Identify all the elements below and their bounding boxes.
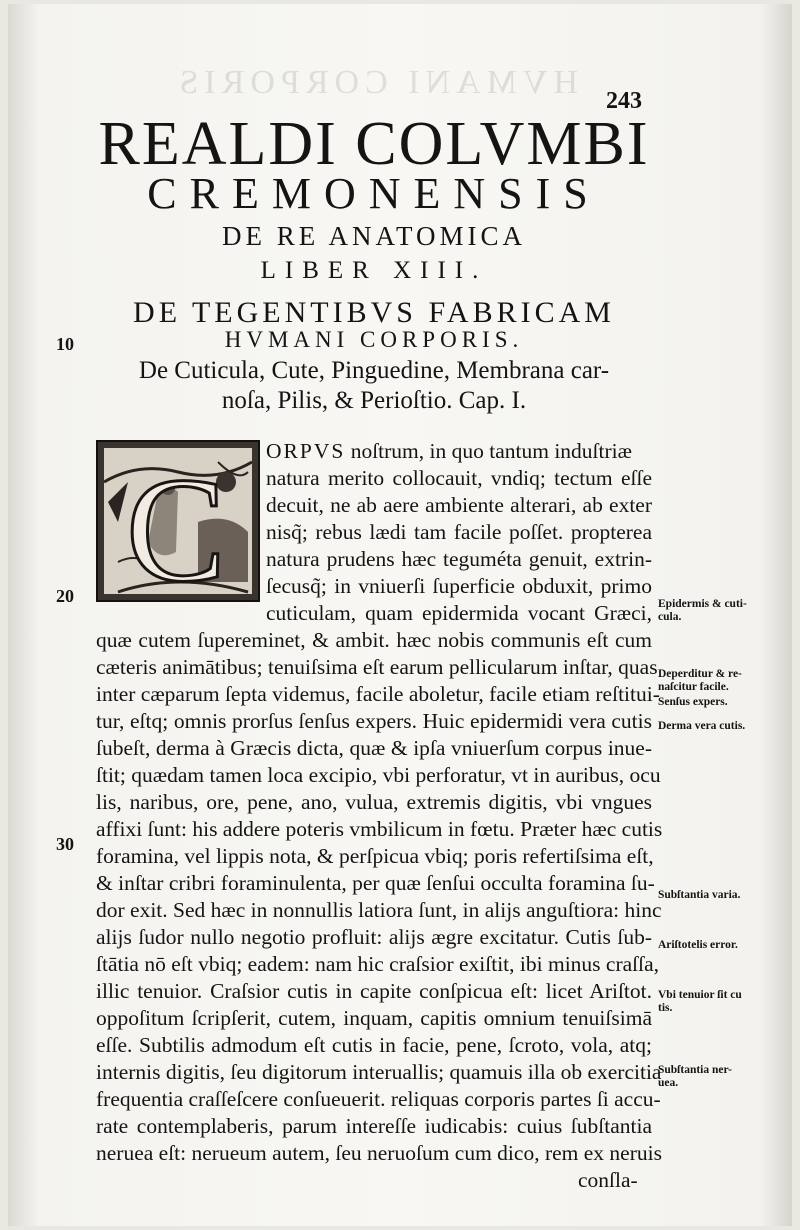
title-book: LIBER XIII. — [260, 257, 488, 284]
book-page — [8, 4, 792, 1226]
body-line: ſtātia nō eſt vbiq; eadem: nam hic craſsior exiſtit, ibi minus craſſa, — [96, 952, 660, 976]
body-line: ſtit; quædam tamen loca excipio, vbi perforatur, vt in auribus, ocu — [96, 763, 661, 787]
initial-letter: C — [126, 447, 227, 600]
line-number-20: 20 — [56, 586, 74, 606]
page-number: 243 — [606, 88, 642, 114]
body-line: affixi ſunt: his addere poteris vmbilicum in fœtu. Præter hæc cutis — [96, 817, 663, 841]
margin-note: Ariſtotelis error. — [658, 939, 738, 951]
woodcut-illustration — [98, 442, 258, 600]
chapter-heading-2: HVMANI CORPORIS. — [224, 327, 524, 352]
body-line: cæteris animātibus; tenuiſsima eſt earum pellicularum inſtar, quas — [96, 655, 658, 679]
show-through-text: HVMANI CORPORIS — [173, 64, 578, 101]
body-line: illic tenuior. Craſsior cutis in capite conſpicua eſt: licet Ariſtot. — [96, 979, 652, 1003]
chapter-heading: DE TEGENTIBVS FABRICAM — [133, 296, 615, 329]
body-line: frequentia craſſeſcere conſueuerit. reliquas corporis partes ſi accu- — [96, 1087, 661, 1111]
body-line: internis digitis, ſeu digitorum interuallis; quamuis illa ob exercitia — [96, 1060, 662, 1084]
body-line: inter cæparum ſepta videmus, facile aboletur, facile etiam reſtitui- — [96, 682, 660, 706]
title-author: REALDI COLVMBI — [98, 110, 650, 178]
margin-note: Vbi tenuior ſit cu tis. — [658, 989, 742, 1014]
body-line-1-text: noſtrum, in quo tantum induſtriæ — [345, 439, 632, 463]
chapter-subtitle: De Cuticula, Cute, Pinguedine, Membrana car- — [138, 357, 610, 384]
title-work: DE RE ANATOMICA — [221, 221, 526, 251]
line-number-30: 30 — [56, 834, 74, 854]
body-line: lis, naribus, ore, pene, ano, vulua, extremis digitis, vbi vngues — [96, 790, 652, 814]
body-line: eſſe. Subtilis admodum eſt cutis in facie, pene, ſcroto, vola, atq; — [96, 1033, 652, 1057]
body-first-word: ORPVS — [266, 439, 346, 463]
body-line: decuit, ne ab aere ambiente alterari, ab exter — [266, 493, 652, 517]
chapter-subtitle-2: noſa, Pilis, & Perioſtio. Cap. I. — [221, 387, 527, 414]
margin-note: Deperditur & re- naſcitur facile. — [658, 668, 742, 693]
body-line: neruea eſt: nerueum autem, ſeu neruoſum cum dico, rem ex neruis — [96, 1141, 662, 1165]
margin-note: Subſtantia varia. — [658, 889, 741, 901]
body-line: alijs ſudor nullo negotio profluit: alijs ægre excitatur. Cutis ſub- — [96, 925, 652, 949]
body-line: ſecusq̃; in vniuerſi ſuperficie obduxit, primo — [266, 574, 652, 598]
catchword: conſla- — [578, 1168, 638, 1192]
body-line: dor exit. Sed hæc in nonnullis latiora ſunt, in alijs anguſtiora: hinc — [96, 898, 662, 922]
body-line: cuticulam, quam epidermida vocant Græci, — [266, 601, 652, 625]
body-line: quæ cutem ſupereminet, & ambit. hæc nobis communis eſt cum — [96, 628, 652, 652]
body-line: tur, eſtq; omnis prorſus ſenſus expers. Huic epidermidi vera cutis — [96, 709, 652, 733]
margin-note: Subſtantia ner- uea. — [658, 1064, 733, 1089]
margin-note: Derma vera cutis. — [658, 720, 746, 732]
body-line-1 — [266, 438, 652, 465]
body-line: natura prudens hæc teguméta genuit, extrin- — [266, 547, 652, 571]
margin-note: Senſus expers. — [658, 696, 728, 708]
decorated-initial — [96, 440, 260, 602]
body-line: rate contemplaberis, parum intereſſe iudicabis: cuius ſubſtantia — [96, 1114, 652, 1138]
body-line: & inſtar cribri foraminulenta, per quæ ſenſui occulta foramina ſu- — [96, 871, 655, 895]
margin-note: Epidermis & cuti- cula. — [658, 598, 747, 623]
body-line: oppoſitum ſcripſerit, cutem, inquam, capitis omnium tenuiſsimā — [96, 1006, 652, 1030]
title-origin: CREMONENSIS — [147, 169, 601, 218]
body-line: ſubeſt, derma à Græcis dicta, quæ & ipſa vniuerſum corpus inue- — [96, 736, 652, 760]
body-line: natura merito collocauit, vndiq; tectum eſſe — [266, 466, 652, 490]
body-line: nisq̃; rebus lædi tam facile poſſet. propterea — [266, 520, 652, 544]
body-line: foramina, vel lippis nota, & perſpicua vbiq; poris refertiſsima eſt, — [96, 844, 654, 868]
line-number-10: 10 — [56, 334, 74, 354]
